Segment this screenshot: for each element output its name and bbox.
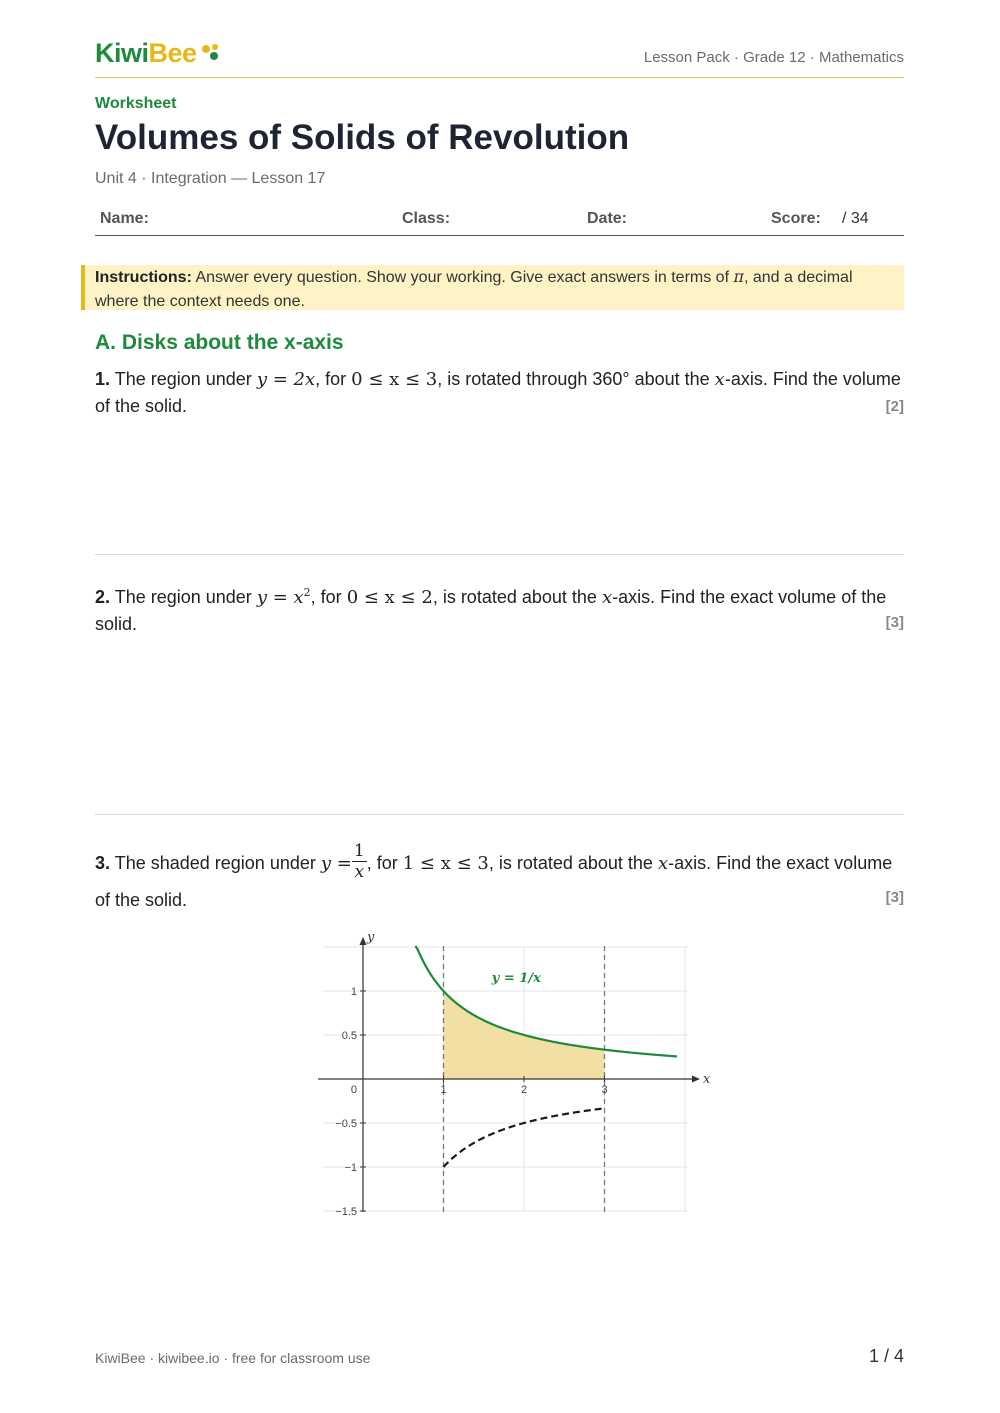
- question-marks: [3]: [885, 614, 904, 631]
- y-tick-label: 0.5: [341, 1030, 357, 1042]
- question-marks: [2]: [885, 398, 904, 415]
- y-tick-label: 0: [350, 1084, 357, 1096]
- question-text: The region under: [114, 587, 252, 607]
- section-title: A. Disks about the x-axis: [95, 331, 344, 354]
- score-total: / 34: [842, 210, 869, 227]
- x-tick-label: 2: [520, 1084, 528, 1096]
- instructions-text-b: , and a decimal where the context needs one.: [95, 269, 853, 310]
- footer-credit: KiwiBee · kiwibee.io · free for classroom use: [95, 1350, 371, 1366]
- x-axis-arrow: [692, 1076, 700, 1083]
- answer-divider: [95, 814, 904, 815]
- x-tick-label: 3: [601, 1084, 608, 1096]
- pi-symbol: π: [733, 267, 744, 286]
- axis-variable: x: [601, 587, 613, 608]
- question-text: , is rotated through 360° about the: [437, 369, 710, 389]
- y-tick-label: −0.5: [335, 1118, 357, 1130]
- question-text: , for: [366, 853, 398, 873]
- question-text: The shaded region under: [114, 853, 316, 873]
- reciprocal-graph: [318, 925, 711, 1220]
- question-number: 2.: [95, 587, 111, 607]
- score-field-label[interactable]: Score:: [771, 210, 821, 227]
- question-1: [95, 366, 904, 419]
- name-field-label[interactable]: Name:: [100, 210, 149, 227]
- question-number: 1.: [95, 369, 111, 389]
- logo: [95, 38, 197, 69]
- formula-lhs: y =: [320, 853, 352, 874]
- interval: 1 ≤ x ≤ 3: [402, 853, 489, 874]
- y-axis-label: y: [367, 930, 375, 945]
- formula-exponent: 2: [303, 586, 311, 599]
- curve-label: y = 1/x: [491, 971, 541, 987]
- fraction-denominator: x: [354, 861, 365, 882]
- logo-bee-icon: [200, 42, 224, 62]
- logo-bee: Bee: [148, 38, 197, 68]
- question-number: 3.: [95, 853, 111, 873]
- axis-variable: x: [657, 853, 669, 874]
- formula: y = x: [256, 587, 304, 608]
- question-text: , for: [310, 587, 342, 607]
- interval: 0 ≤ x ≤ 3: [351, 369, 438, 390]
- question-marks: [3]: [885, 889, 904, 906]
- header-meta: Lesson Pack · Grade 12 · Mathematics: [643, 49, 904, 66]
- page-number: 1 / 4: [868, 1346, 904, 1366]
- student-fields: [95, 200, 904, 236]
- interval: 0 ≤ x ≤ 2: [346, 587, 433, 608]
- doc-subtitle: Unit 4 · Integration — Lesson 17: [95, 170, 326, 187]
- doc-kicker: Worksheet: [95, 95, 177, 112]
- question-text: -axis. Find the exact volume of the solid.: [95, 587, 887, 634]
- question-3: [95, 840, 904, 918]
- x-axis-label: x: [703, 1072, 711, 1087]
- instructions-lead: Instructions:: [95, 269, 192, 286]
- date-field-label[interactable]: Date:: [587, 210, 628, 227]
- question-text: -axis. Find the volume of the solid.: [95, 369, 901, 416]
- instructions-box: [81, 265, 904, 310]
- fraction-numerator: 1: [353, 840, 365, 861]
- question-text: , is rotated about the: [432, 587, 597, 607]
- axis-variable: x: [714, 369, 725, 390]
- instructions-text-a: Answer every question. Show your working. Give exact answers in terms of: [195, 269, 730, 286]
- question-text: , is rotated about the: [488, 853, 653, 873]
- y-tick-label: 1: [350, 986, 357, 998]
- question-text: , for: [315, 369, 347, 389]
- x-tick-label: 1: [440, 1084, 447, 1096]
- answer-divider: [95, 554, 904, 555]
- logo-kiwi: Kiwi: [95, 38, 149, 68]
- formula: y = 2x: [256, 369, 316, 390]
- page-title: Volumes of Solids of Revolution: [95, 118, 630, 157]
- question-text: The region under: [114, 369, 252, 389]
- y-axis-arrow: [360, 937, 367, 945]
- question-2: [95, 580, 904, 637]
- question-text: -axis. Find the exact volume of the solid.: [95, 853, 893, 910]
- fraction: [352, 841, 367, 882]
- y-tick-label: −1.5: [335, 1206, 357, 1218]
- y-tick-label: −1: [344, 1162, 357, 1174]
- worksheet-page: [95, 0, 904, 1413]
- page-header: [95, 38, 904, 78]
- class-field-label[interactable]: Class:: [402, 210, 451, 227]
